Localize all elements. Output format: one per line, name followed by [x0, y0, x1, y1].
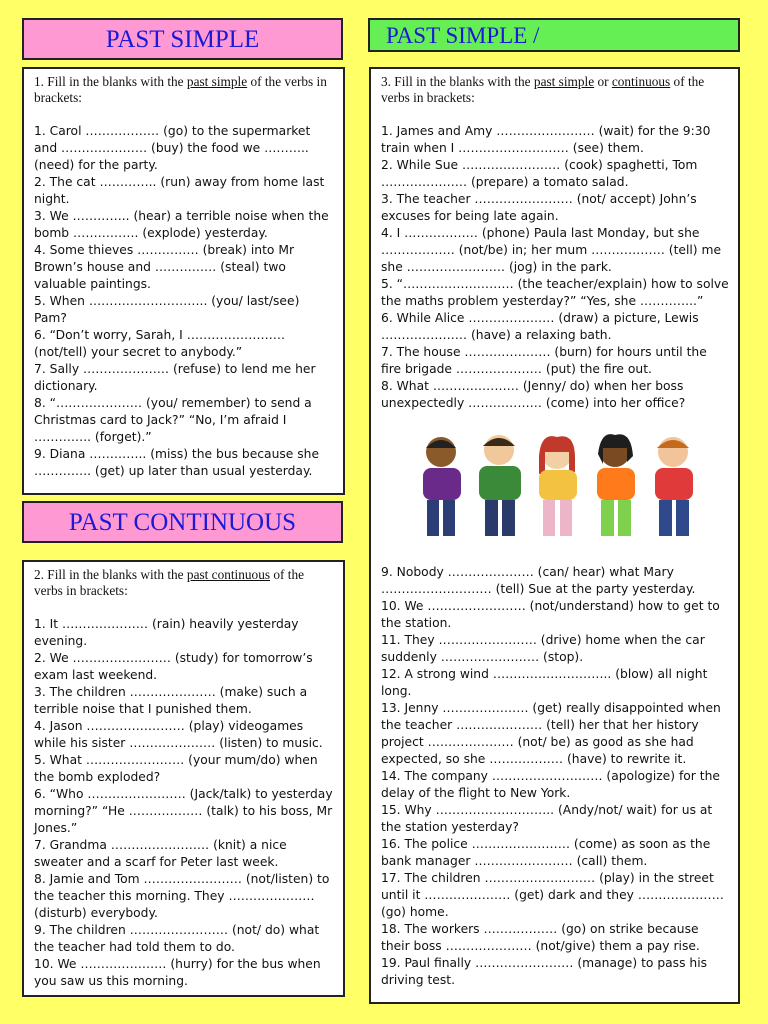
instr-text: of the verbs in brackets:	[34, 567, 305, 598]
instr-text: 1. Fill in the blanks with the	[34, 74, 187, 89]
teen-4	[597, 434, 635, 536]
exercise-item: 11. They …………………… (drive) home when the car suddenly …………………… (stop).	[381, 633, 705, 664]
exercise-item: 8. Jamie and Tom …………………… (not/listen) to the teacher this morning. They ………………… (disturb) everybody.	[34, 872, 330, 920]
instr-text: of the verbs in brackets:	[34, 74, 327, 105]
exercise-item: 4. Some thieves …………… (break) into Mr Brown’s house and …………… (steal) two valuable paintings.	[34, 243, 295, 291]
exercise-item: 5. When ……………………….. (you/ last/see) Pam?	[34, 294, 300, 325]
instr-underlined: past simple	[533, 74, 595, 89]
exercise-item: 9. The children …………………… (not/ do) what the teacher had told them to do.	[34, 923, 320, 954]
exercise-item: 3. The teacher …………………… (not/ accept) John’s excuses for being late again.	[381, 192, 697, 223]
exercise-3-box	[369, 67, 740, 1004]
exercise-item: 4. Jason …………………… (play) videogames while his sister ………………… (listen) to music.	[34, 719, 323, 750]
exercise-2-list	[34, 616, 334, 990]
teenagers-illustration	[405, 432, 705, 542]
exercise-item: 3. We ………….. (hear) a terrible noise when the bomb ……………. (explode) yesterday.	[34, 209, 329, 240]
exercise-item: 10. We …………………… (not/understand) how to get to the station.	[381, 599, 720, 630]
instr-underlined: past continuous	[186, 567, 271, 582]
exercise-item: 13. Jenny ………………… (get) really disappointed when the teacher ………………… (tell) her that her history project ………………… (not/ be) as good as she had expected, so she ……………… (have) to rewrite it.	[381, 701, 721, 766]
exercise-item: 2. While Sue …………………… (cook) spaghetti, Tom ………………… (prepare) a tomato salad.	[381, 158, 698, 189]
exercise-item: 17. The children ……………………… (play) in the street until it ………………… (get) dark and they ………………… (go) home.	[381, 871, 724, 919]
exercise-item: 2. We …………………… (study) for tomorrow’s exam last weekend.	[34, 651, 313, 682]
instr-text: of the verbs in brackets:	[381, 74, 705, 105]
exercise-item: 8. “………………… (you/ remember) to send a Christmas card to Jack?” “No, I’m afraid I ………….. (forget).”	[34, 396, 312, 444]
teen-5	[655, 437, 693, 536]
teen-3	[539, 436, 577, 536]
exercise-item: 12. A strong wind ……………………….. (blow) all night long.	[381, 667, 708, 698]
instr-text: or	[594, 74, 612, 89]
instr-text: 2. Fill in the blanks with the	[34, 567, 187, 582]
exercise-item: 10. We ………………… (hurry) for the bus when you saw us this morning.	[34, 957, 321, 988]
teen-2	[479, 435, 521, 536]
exercise-item: 7. Sally ………………… (refuse) to lend me her dictionary.	[34, 362, 316, 393]
exercise-item: 5. What …………………… (your mum/do) when the bomb exploded?	[34, 753, 318, 784]
exercise-1-list	[34, 123, 334, 480]
exercise-item: 1. Carol ……………… (go) to the supermarket and ………………… (buy) the food we ……….. (need) for the party.	[34, 124, 311, 172]
teen-1	[423, 437, 461, 536]
past-simple-header: PAST SIMPLE	[22, 18, 343, 60]
exercise-3-list-bottom	[381, 564, 729, 989]
exercise-item: 18. The workers ……………… (go) on strike because their boss ………………… (not/give) them a pay rise.	[381, 922, 700, 953]
instr-underlined: past simple	[186, 74, 248, 89]
exercise-item: 6. While Alice ………………… (draw) a picture, Lewis ………………… (have) a relaxing bath.	[381, 311, 699, 342]
exercise-item: 6. “Don’t worry, Sarah, I …………………… (not/tell) your secret to anybody.”	[34, 328, 286, 359]
past-simple-continuous-header: PAST SIMPLE /	[368, 18, 740, 52]
exercise-item: 15. Why ……………………….. (Andy/not/ wait) for us at the station yesterday?	[381, 803, 713, 834]
exercise-3-instructions	[381, 74, 729, 106]
exercise-item: 7. Grandma …………………… (knit) a nice sweater and a scarf for Peter last week.	[34, 838, 287, 869]
exercise-item: 1. It ………………… (rain) heavily yesterday evening.	[34, 617, 299, 648]
exercise-2-box	[22, 560, 345, 997]
exercise-item: 7. The house ………………… (burn) for hours until the fire brigade ………………… (put) the fire out.	[381, 345, 707, 376]
exercise-2-instructions	[34, 567, 334, 599]
exercise-item: 1. James and Amy …………………… (wait) for the 9:30 train when I ……………………… (see) them.	[381, 124, 711, 155]
exercise-item: 9. Diana ………….. (miss) the bus because she ………….. (get) up later than usual yesterday.	[34, 447, 320, 478]
instr-text: 3. Fill in the blanks with the	[381, 74, 534, 89]
instr-underlined: continuous	[611, 74, 671, 89]
exercise-item: 6. “Who …………………… (Jack/talk) to yesterday morning?” “He ……………… (talk) to his boss, Mr Jones.”	[34, 787, 333, 835]
exercise-item: 8. What ………………… (Jenny/ do) when her boss unexpectedly ……………… (come) into her office?	[381, 379, 686, 410]
exercise-item: 5. “……………………… (the teacher/explain) how to solve the maths problem yesterday?” “Yes, she …………..”	[381, 277, 729, 308]
exercise-1-instructions	[34, 74, 334, 106]
exercise-item: 16. The police …………………… (come) as soon as the bank manager …………………… (call) them.	[381, 837, 711, 868]
exercise-item: 9. Nobody ………………… (can/ hear) what Mary ……………………… (tell) Sue at the party yesterday.	[381, 565, 696, 596]
exercise-1-box	[22, 67, 345, 495]
exercise-item: 2. The cat ………….. (run) away from home last night.	[34, 175, 325, 206]
exercise-item: 14. The company ……………………… (apologize) for the delay of the flight to New York.	[381, 769, 720, 800]
exercise-3-list-top	[381, 123, 729, 412]
past-continuous-header: PAST CONTINUOUS	[22, 501, 343, 543]
exercise-item: 19. Paul finally …………………… (manage) to pass his driving test.	[381, 956, 708, 987]
exercise-item: 3. The children ………………… (make) such a terrible noise that I punished them.	[34, 685, 308, 716]
exercise-item: 4. I ……………… (phone) Paula last Monday, but she ……………… (not/be) in; her mum ……………… (tell) me she …………………… (jog) in the park.	[381, 226, 722, 274]
